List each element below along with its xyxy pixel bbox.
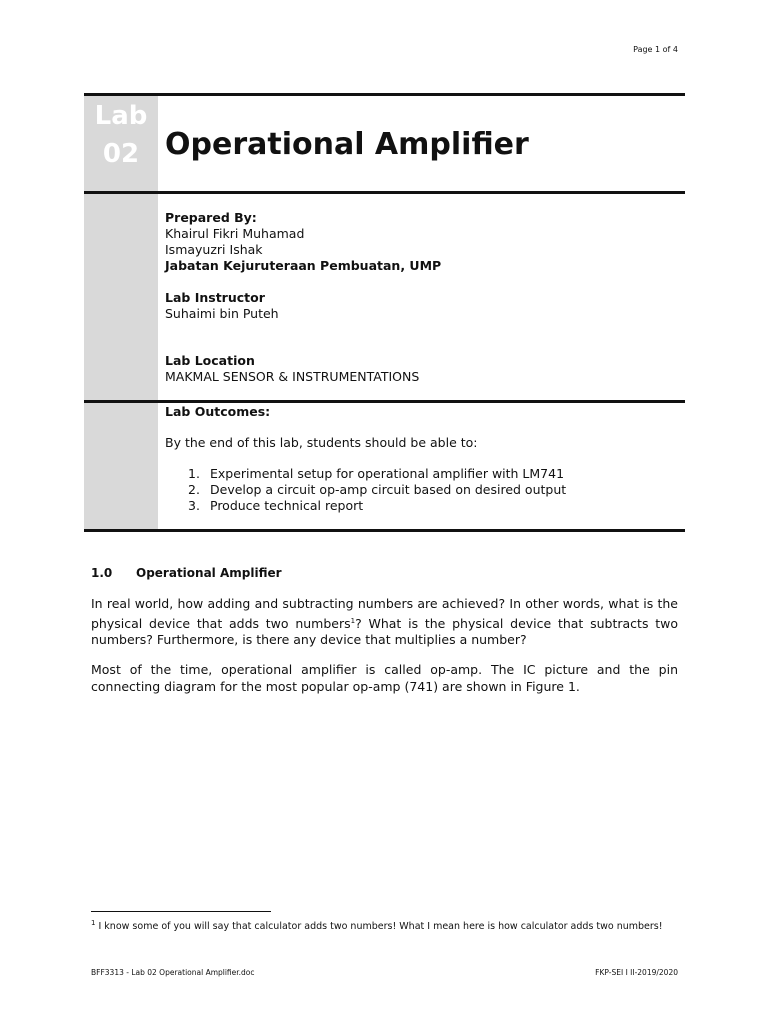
document-title: Operational Amplifier	[165, 127, 529, 162]
info-bottom-rule	[84, 400, 685, 403]
footnote-rule	[91, 911, 271, 912]
section-heading	[91, 566, 282, 580]
instructor-label: Lab Instructor	[165, 290, 265, 305]
outcomes-label: Lab Outcomes:	[165, 404, 271, 419]
instructor-block	[165, 290, 279, 322]
paragraph-1	[91, 596, 678, 649]
list-text: Experimental setup for operational amplifier with LM741	[210, 466, 565, 481]
list-text: Develop a circuit op-amp circuit based on desired output	[210, 482, 567, 497]
footnote-mark: 1	[91, 919, 96, 927]
list-item	[188, 498, 566, 514]
header-top-rule	[84, 93, 685, 96]
section-title: Operational Amplifier	[136, 566, 282, 580]
location-label: Lab Location	[165, 353, 255, 368]
list-number: 2.	[188, 482, 200, 497]
list-item	[188, 482, 566, 498]
header-bottom-rule	[84, 191, 685, 194]
outcomes-bottom-rule	[84, 529, 685, 532]
footer-filename: BFF3313 - Lab 02 Operational Amplifier.doc	[91, 968, 255, 977]
outcomes-side-panel	[84, 403, 158, 529]
author-name: Ismayuzri Ishak	[165, 242, 263, 257]
footnote-ref[interactable]: 1	[350, 616, 356, 625]
footnote-text: I know some of you will say that calculator adds two numbers! What I mean here is how calculator adds two numbers!	[95, 921, 663, 933]
footnote	[91, 919, 663, 932]
page-number: Page 1 of 4	[633, 45, 678, 54]
department: Jabatan Kejuruteraan Pembuatan, UMP	[165, 258, 442, 273]
outcomes-intro: By the end of this lab, students should be able to:	[165, 435, 478, 450]
paragraph-2: Most of the time, operational amplifier is called op-amp. The IC picture and the pin connecting diagram for the most popular op-amp (741) are shown in Figure 1.	[91, 662, 678, 694]
list-text: Produce technical report	[210, 498, 364, 513]
paragraph-text: ? What is the physical device that subtracts two numbers? Furthermore, is there any device that multiplies a number?	[91, 615, 678, 648]
location-value: MAKMAL SENSOR & INSTRUMENTATIONS	[165, 369, 420, 384]
section-number: 1.0	[91, 566, 113, 580]
prepared-by-label: Prepared By:	[165, 210, 257, 225]
location-block	[165, 353, 419, 385]
paragraph-text: In real world, how adding and subtracting numbers are achieved? In other words, what is the physical device that adds two numbers	[91, 596, 678, 631]
instructor-name: Suhaimi bin Puteh	[165, 306, 279, 321]
lab-number: 02	[102, 139, 140, 169]
prepared-by-block	[165, 210, 441, 274]
lab-word: Lab	[94, 101, 148, 131]
list-item	[188, 466, 566, 482]
list-number: 1.	[188, 466, 200, 481]
author-name: Khairul Fikri Muhamad	[165, 226, 305, 241]
info-side-panel	[84, 194, 158, 400]
list-number: 3.	[188, 498, 200, 513]
outcomes-list	[188, 466, 566, 514]
footer-code: FKP-SEI I II-2019/2020	[595, 968, 678, 977]
